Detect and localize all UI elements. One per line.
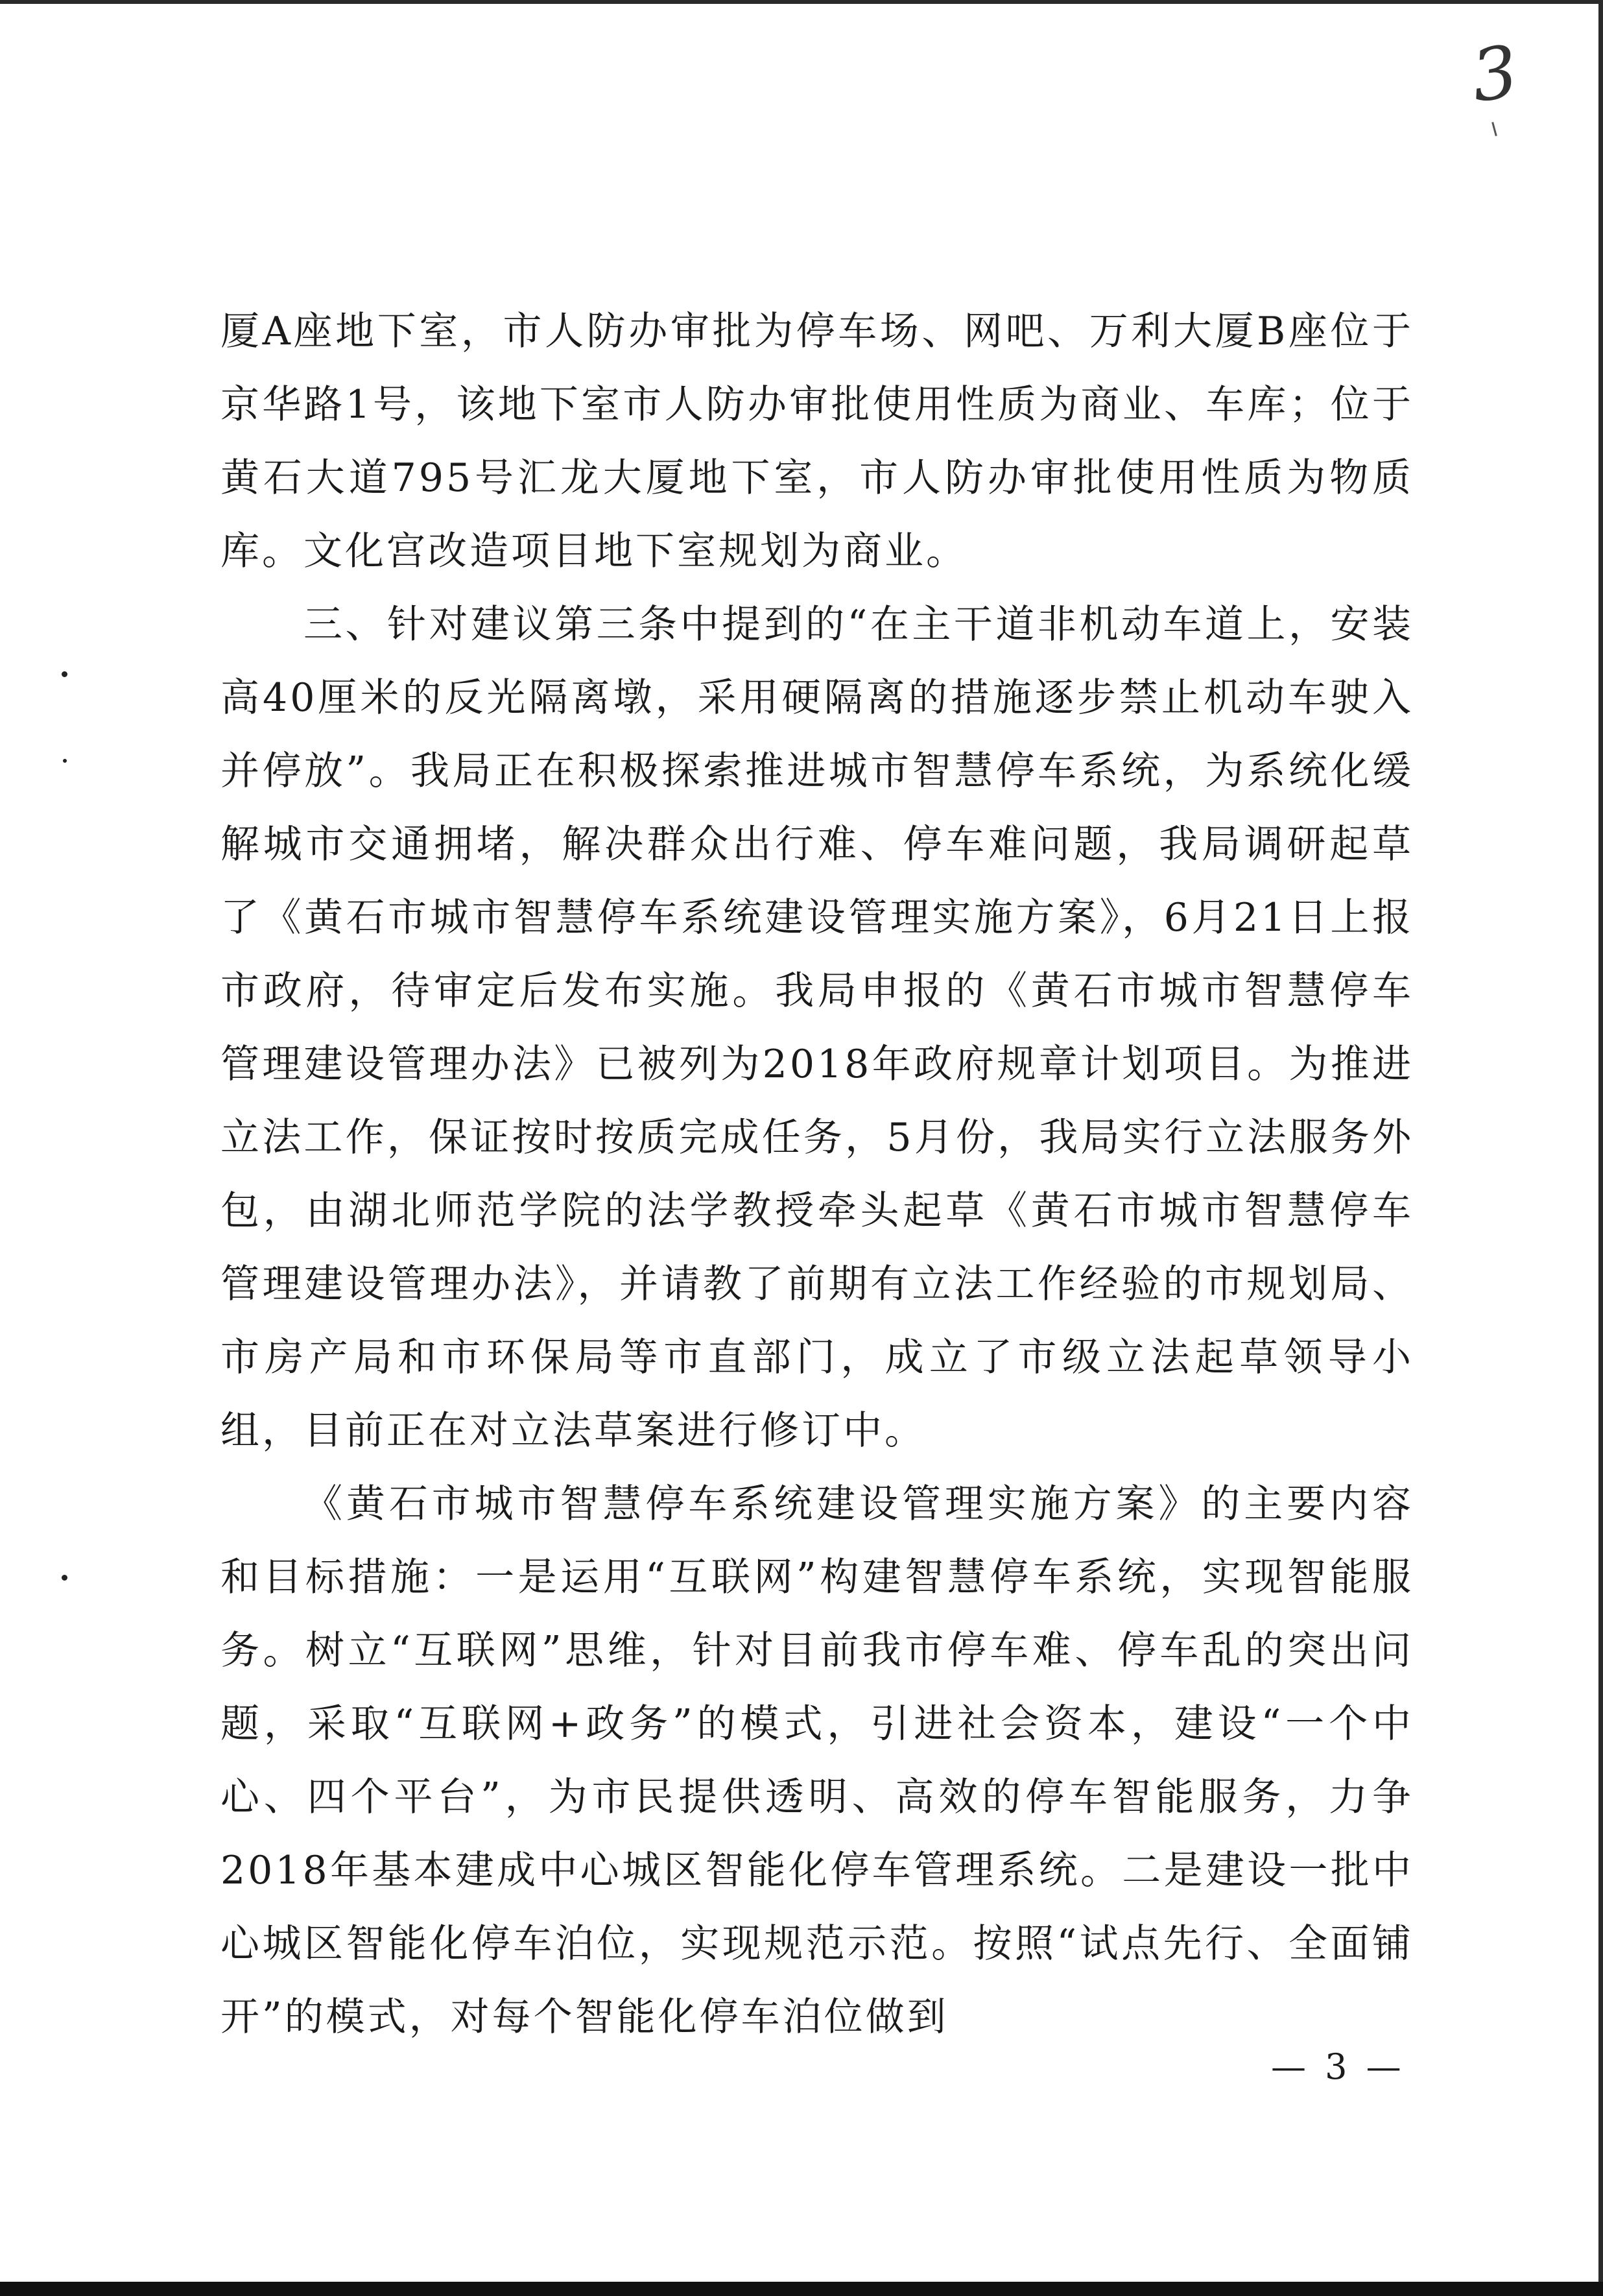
body-text (220, 295, 1414, 2054)
handwritten-page-mark: 3 (1466, 29, 1523, 119)
scan-border-top (0, 0, 1603, 4)
scan-speck (63, 759, 67, 763)
handwritten-tick (1491, 122, 1497, 136)
scan-speck (62, 671, 67, 677)
paragraph-item-three: 三、针对建议第三条中提到的“在主干道非机动车道上，安装高40厘米的反光隔离墩，采用硬隔离的措施逐步禁止机动车驶入并停放”。我局正在积极探索推进城市智慧停车系统，为系统化缓解城市交通拥堵，解决群众出行难、停车难问题，我局调研起草了《黄石市城市智慧停车系统建设管理实施方案》，6月21日上报市政府，待审定后发布实施。我局申报的《黄石市城市智慧停车管理建设管理办法》已被列为2018年政府规章计划项目。为推进立法工作，保证按时按质完成任务，5月份，我局实行立法服务外包，由湖北师范学院的法学教授牵头起草《黄石市城市智慧停车管理建设管理办法》，并请教了前期有立法工作经验的市规划局、市房产局和市环保局等市直部门，成立了市级立法起草领导小组，目前正在对立法草案进行修订中。 (220, 602, 1414, 1453)
paragraph-plan-content: 《黄石市城市智慧停车系统建设管理实施方案》的主要内容和目标措施：一是运用“互联网”构建智慧停车系统，实现智能服务。树立“互联网”思维，针对目前我市停车难、停车乱的突出问题，采取“互联网+政务”的模式，引进社会资本，建设“一个中心、四个平台”，为市民提供透明、高效的停车智能服务，力争2018年基本建成中心城区智能化停车管理系统。二是建设一批中心城区智能化停车泊位，实现规范示范。按照“试点先行、全面铺开”的模式，对每个智能化停车泊位做到 (220, 1481, 1414, 2040)
page-number: — 3 — (1271, 2046, 1405, 2087)
scan-speck (62, 1575, 67, 1581)
scan-border-right (1598, 0, 1603, 2296)
paragraph-continued: 厦A座地下室，市人防办审批为停车场、网吧、万利大厦B座位于京华路1号，该地下室市人防办审批使用性质为商业、车库；位于黄石大道795号汇龙大厦地下室，市人防办审批使用性质为物质库。文化宫改造项目地下室规划为商业。 (220, 309, 1414, 574)
scan-border-bottom (0, 2282, 1603, 2296)
